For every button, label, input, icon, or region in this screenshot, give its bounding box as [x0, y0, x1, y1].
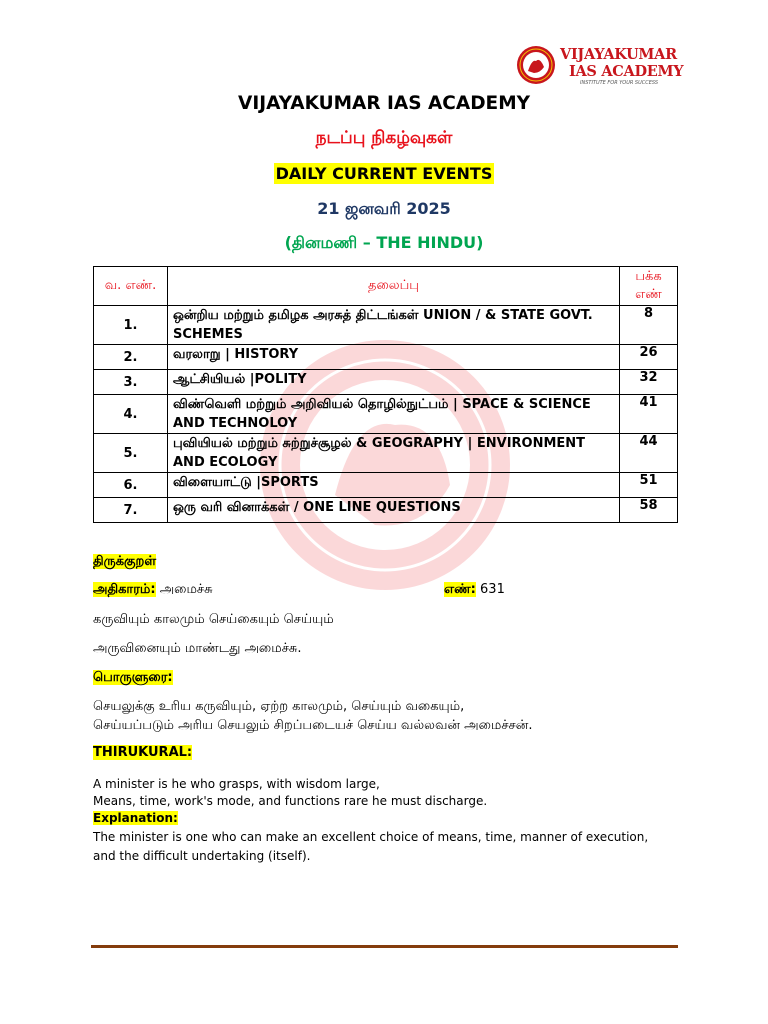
row-title: வரலாறு | HISTORY	[168, 345, 620, 370]
row-page: 41	[620, 395, 678, 434]
col-header-number: வ. எண்.	[94, 267, 168, 306]
logo-line-1: VIJAYAKUMAR	[560, 46, 677, 63]
row-page: 8	[620, 306, 678, 345]
explanation-heading	[93, 811, 178, 825]
table-row	[94, 345, 678, 370]
kural-number-line	[444, 582, 505, 598]
explanation-line-2: and the difficult undertaking (itself).	[93, 849, 311, 863]
col-header-page: பக்க எண்	[620, 267, 678, 306]
row-title: விளையாட்டு |SPORTS	[168, 473, 620, 498]
kural-line-2: அருவினையும் மாண்டது அமைச்சு.	[93, 641, 302, 656]
row-page: 44	[620, 434, 678, 473]
row-number: 1.	[94, 306, 168, 345]
english-line-1: A minister is he who grasps, with wisdom large,	[93, 777, 380, 791]
table-row	[94, 395, 678, 434]
row-number: 3.	[94, 370, 168, 395]
adhikaram-label: அதிகாரம்:	[93, 582, 156, 597]
kural-heading	[93, 554, 156, 570]
meaning-line-1: செயலுக்கு உரிய கருவியும், ஏற்ற காலமும், செய்யும் வகையும்,	[93, 699, 465, 714]
english-line-2: Means, time, work's mode, and functions rare he must discharge.	[93, 794, 488, 808]
row-title: ஒரு வரி வினாக்கள் / ONE LINE QUESTIONS	[168, 498, 620, 523]
row-number: 6.	[94, 473, 168, 498]
row-number: 7.	[94, 498, 168, 523]
table-row	[94, 434, 678, 473]
daily-title: DAILY CURRENT EVENTS	[275, 164, 493, 183]
academy-seal-icon	[516, 45, 556, 85]
academy-title: VIJAYAKUMAR IAS ACADEMY	[238, 93, 530, 114]
kural-number-value: 631	[475, 582, 505, 597]
row-number: 4.	[94, 395, 168, 434]
daily-title-wrap	[0, 164, 768, 183]
english-heading-text: THIRUKURAL:	[93, 745, 193, 760]
footer-divider	[91, 945, 678, 948]
row-page: 58	[620, 498, 678, 523]
kural-line-1: கருவியும் காலமும் செய்கையும் செய்யும்	[93, 612, 334, 627]
table-row	[94, 473, 678, 498]
row-title: புவியியல் மற்றும் சுற்றுச்சூழல் & GEOGRAPHY | ENVIRONMENT AND ECOLOGY	[168, 434, 620, 473]
row-page: 32	[620, 370, 678, 395]
meaning-heading	[93, 670, 173, 686]
explanation-line-1: The minister is one who can make an excellent choice of means, time, manner of execution,	[93, 830, 649, 844]
academy-logo	[516, 44, 684, 90]
date-heading: 21 ஜனவரி 2025	[317, 199, 451, 218]
col-header-title: தலைப்பு	[168, 267, 620, 306]
logo-tagline: INSTITUTE FOR YOUR SUCCESS	[580, 80, 659, 86]
source-heading: (தினமணி – THE HINDU)	[284, 233, 484, 252]
meaning-line-2: செய்யப்படும் அரிய செயலும் சிறப்படையச் செய்ய வல்லவன் அமைச்சன்.	[93, 718, 533, 733]
kural-heading-text: திருக்குறள்	[93, 554, 157, 569]
row-number: 5.	[94, 434, 168, 473]
row-number: 2.	[94, 345, 168, 370]
contents-table	[93, 266, 678, 523]
row-title: ஒன்றிய மற்றும் தமிழக அரசுத் திட்டங்கள் UNION / & STATE GOVT. SCHEMES	[168, 306, 620, 345]
meaning-heading-text: பொருளுரை:	[93, 670, 173, 685]
adhikaram-value: அமைச்சு	[155, 582, 213, 597]
table-row	[94, 370, 678, 395]
row-title: ஆட்சியியல் |POLITY	[168, 370, 620, 395]
adhikaram-line	[93, 582, 213, 598]
logo-line-2: IAS ACADEMY	[569, 63, 684, 80]
row-title: விண்வெளி மற்றும் அறிவியல் தொழில்நுட்பம் | SPACE & SCIENCE AND TECHNOLOY	[168, 395, 620, 434]
tamil-title: நடப்பு நிகழ்வுகள்	[315, 128, 453, 148]
table-row	[94, 498, 678, 523]
row-page: 26	[620, 345, 678, 370]
row-page: 51	[620, 473, 678, 498]
table-row	[94, 306, 678, 345]
explanation-heading-text: Explanation:	[93, 811, 178, 825]
kural-number-label: எண்:	[444, 582, 476, 597]
english-heading	[93, 745, 192, 760]
